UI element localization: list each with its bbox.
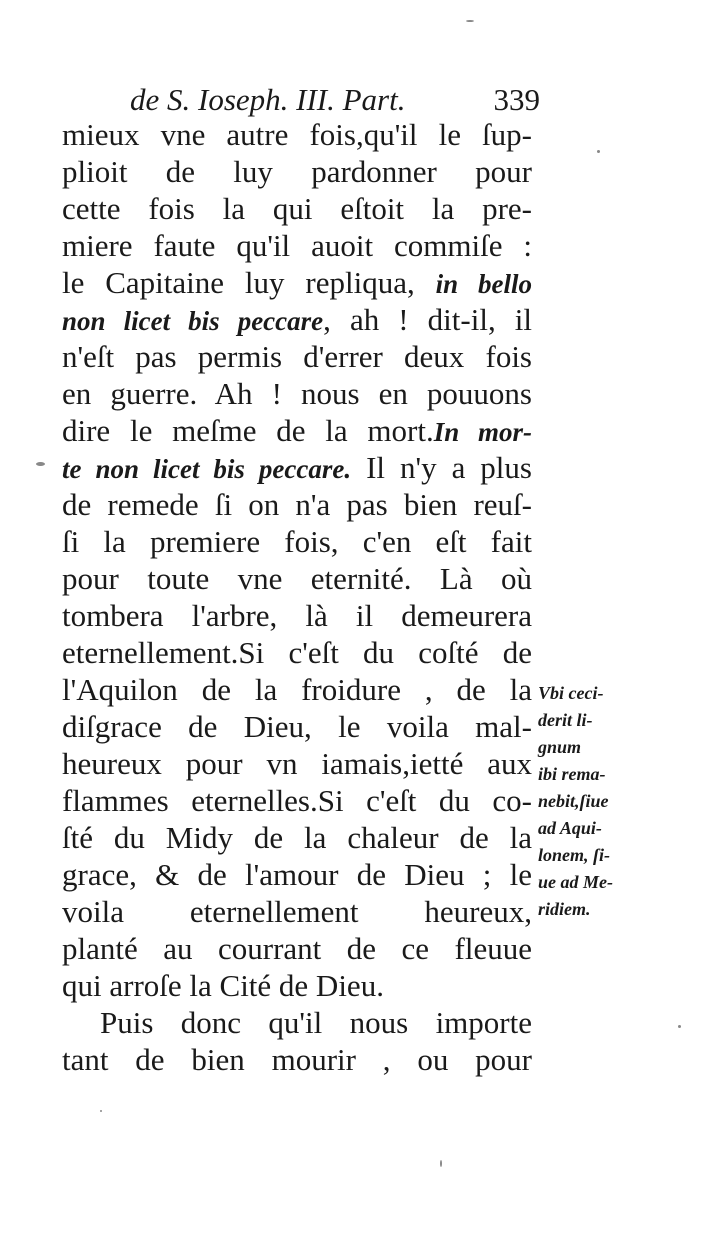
margin-note-line: ibi rema- xyxy=(538,764,606,784)
text-line xyxy=(62,523,532,560)
text-segment: miere faute qu'il auoit commiſe : xyxy=(62,228,532,263)
text-line xyxy=(62,412,532,449)
text-line xyxy=(62,1041,532,1078)
text-line xyxy=(62,486,532,523)
text-segment: tombera l'arbre, là il demeurera xyxy=(62,598,532,633)
text-line xyxy=(62,782,532,819)
scan-speck xyxy=(36,462,45,466)
text-line xyxy=(62,116,532,153)
text-segment: eternellement.Si c'eſt du coſté de xyxy=(62,635,532,670)
margin-note-line: nebit,ſiue xyxy=(538,791,609,811)
text-segment: plioit de luy pardonner pour xyxy=(62,154,532,189)
scan-speck xyxy=(100,1110,102,1112)
text-line xyxy=(62,708,532,745)
text-line xyxy=(62,560,532,597)
margin-note-line: ue ad Me- xyxy=(538,872,613,892)
text-line xyxy=(62,264,532,301)
text-segment: grace, & de l'amour de Dieu ; le xyxy=(62,857,532,892)
text-line xyxy=(62,449,532,486)
margin-note-line: Vbi ceci- xyxy=(538,683,604,703)
running-header xyxy=(130,80,540,120)
latin-phrase: in bello xyxy=(435,269,532,299)
text-line xyxy=(62,967,532,1004)
text-segment: planté au courrant de ce fleuue xyxy=(62,931,532,966)
text-line xyxy=(62,597,532,634)
text-segment: Puis donc qu'il nous importe xyxy=(100,1005,532,1040)
text-line xyxy=(62,930,532,967)
margin-note-line: ad Aqui- xyxy=(538,818,602,838)
text-segment: tant de bien mourir , ou pour xyxy=(62,1042,532,1077)
text-line xyxy=(62,301,532,338)
margin-note xyxy=(538,680,648,923)
latin-phrase: In mor- xyxy=(433,417,532,447)
text-line xyxy=(62,190,532,227)
text-line xyxy=(62,745,532,782)
text-segment: , ah ! dit-il, il xyxy=(323,302,532,337)
latin-phrase: te non licet bis peccare. xyxy=(62,454,352,484)
text-line xyxy=(62,1004,532,1041)
text-segment: qui arroſe la Cité de Dieu. xyxy=(62,968,384,1003)
text-segment: en guerre. Ah ! nous en pouuons xyxy=(62,376,532,411)
text-line xyxy=(62,671,532,708)
margin-note-line: lonem, ſi- xyxy=(538,845,610,865)
text-segment: diſgrace de Dieu, le voila mal- xyxy=(62,709,532,744)
text-line xyxy=(62,375,532,412)
text-segment: flammes eternelles.Si c'eſt du co- xyxy=(62,783,532,818)
text-segment: ſi la premiere fois, c'en eſt fait xyxy=(62,524,532,559)
text-segment: de remede ſi on n'a pas bien reuſ- xyxy=(62,487,532,522)
text-segment: l'Aquilon de la froidure , de la xyxy=(62,672,532,707)
text-line xyxy=(62,153,532,190)
text-segment: dire le meſme de la mort. xyxy=(62,413,434,448)
text-segment: le Capitaine luy repliqua, xyxy=(62,265,436,300)
scan-speck xyxy=(440,1160,442,1167)
text-line xyxy=(62,856,532,893)
text-line xyxy=(62,819,532,856)
text-segment: cette fois la qui eſtoit la pre- xyxy=(62,191,532,226)
text-segment: pour toute vne eternité. Là où xyxy=(62,561,532,596)
margin-note-line: ridiem. xyxy=(538,899,591,919)
body-text xyxy=(62,116,532,1078)
scan-speck xyxy=(678,1025,681,1028)
text-line xyxy=(62,893,532,930)
latin-phrase: non licet bis peccare xyxy=(62,306,324,336)
text-segment: n'eſt pas permis d'errer deux fois xyxy=(62,339,532,374)
text-segment: Il n'y a plus xyxy=(351,450,532,485)
text-segment: heureux pour vn iamais,ietté aux xyxy=(62,746,532,781)
text-line xyxy=(62,338,532,375)
text-line xyxy=(62,227,532,264)
margin-note-line: gnum xyxy=(538,737,582,757)
margin-note-line: derit li- xyxy=(538,710,593,730)
scan-speck xyxy=(466,20,474,22)
page-number: 339 xyxy=(493,82,540,117)
running-title: de S. Ioseph. III. Part. xyxy=(130,82,406,117)
text-segment: voila eternellement heureux, xyxy=(62,894,532,929)
text-line xyxy=(62,634,532,671)
text-segment: mieux vne autre fois,qu'il le ſup- xyxy=(62,117,532,152)
scan-speck xyxy=(597,150,600,153)
text-segment: ſté du Midy de la chaleur de la xyxy=(62,820,532,855)
